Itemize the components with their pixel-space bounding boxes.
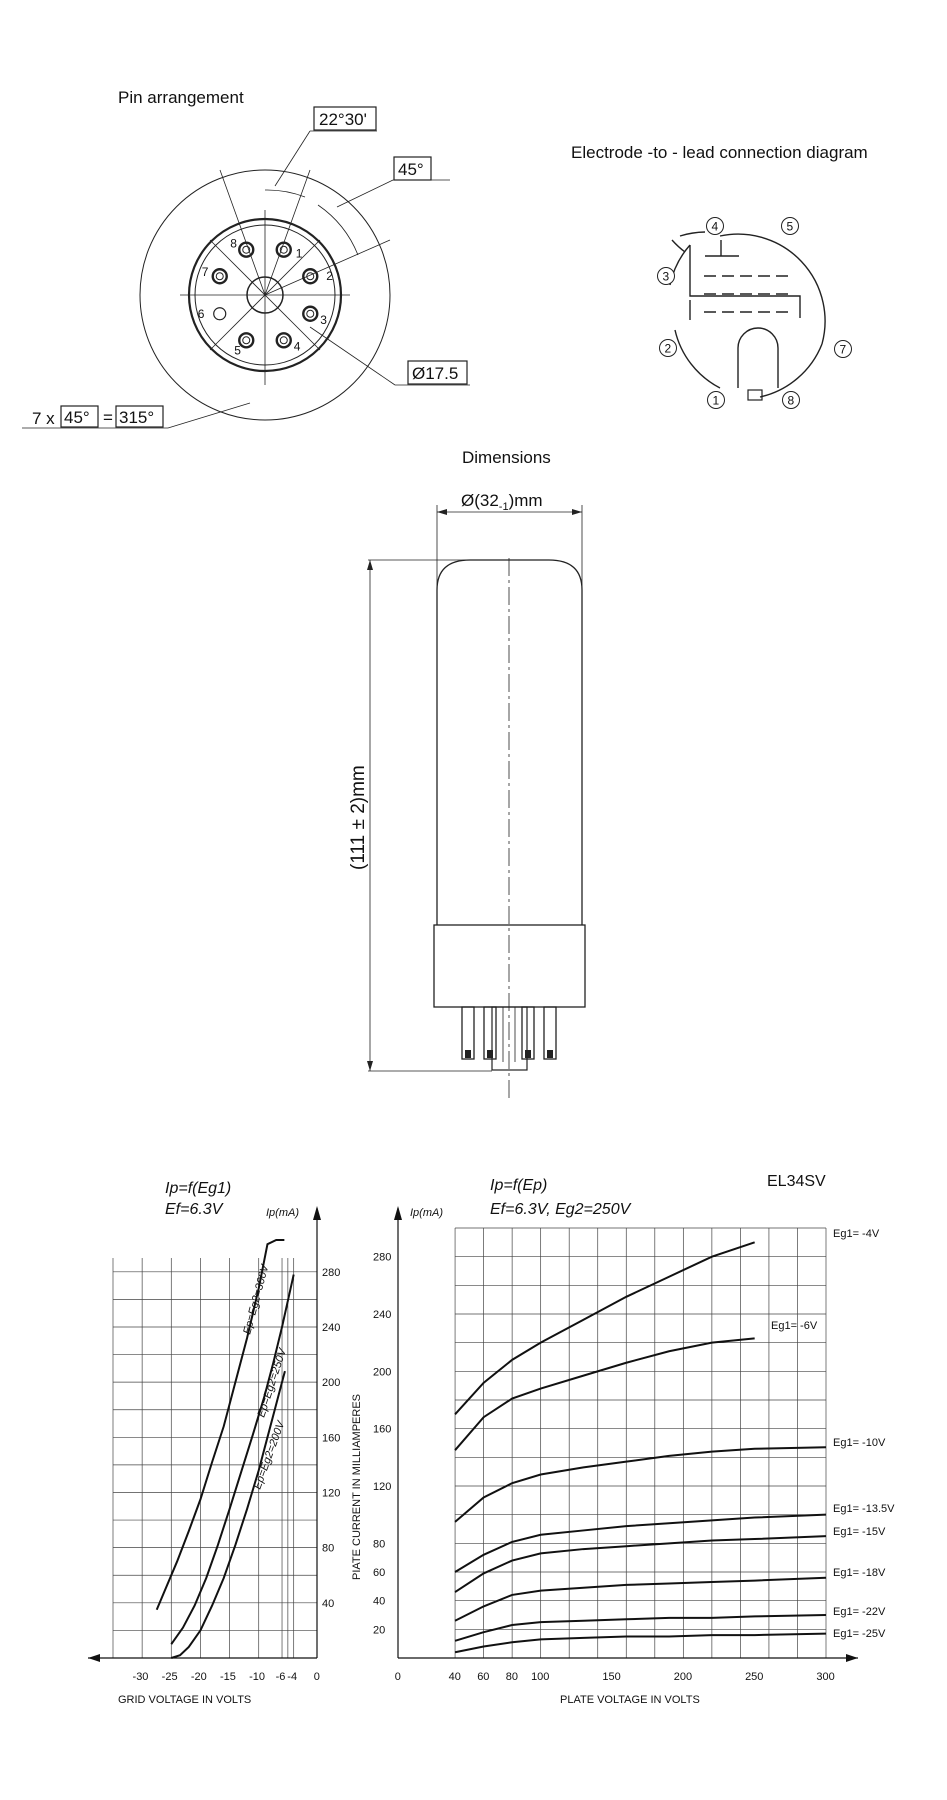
pin-labels: [198, 237, 334, 358]
grid-voltage-chart: [88, 1180, 340, 1706]
right-xlabel: PLATE VOLTAGE IN VOLTS: [560, 1694, 700, 1706]
electrode-title: Electrode -to - lead connection diagram: [571, 143, 868, 162]
electrode-pin-8: 8: [787, 393, 795, 408]
right-x-tick-250: 250: [745, 1671, 764, 1683]
right-y-tick-240: 240: [373, 1309, 392, 1321]
right-ylabel: PIATE CURRENT IN MILLIAMPERES: [351, 1393, 363, 1580]
right-curve-label-1: Eg1= -6V: [771, 1320, 818, 1332]
pin-hole: [239, 333, 253, 347]
left-x-tick--25: -25: [161, 1671, 178, 1683]
formula-45: 45°: [64, 408, 90, 427]
left-x-tick--10: -10: [249, 1671, 266, 1683]
right-curve-7: [455, 1634, 826, 1653]
left-curve-1: [171, 1275, 293, 1645]
pin-hole: [303, 269, 317, 283]
electrode-pin-3: 3: [662, 269, 670, 284]
right-y-tick-80: 80: [373, 1538, 386, 1551]
pin-label-1: 1: [295, 246, 303, 261]
pin-hole-inner: [307, 310, 314, 317]
formula-315: 315°: [119, 408, 155, 427]
height-dim: (111 ± 2)mm: [348, 765, 369, 870]
right-curve-5: [455, 1578, 826, 1621]
right-x-tick-60: 60: [477, 1671, 490, 1683]
right-y-tick-60: 60: [373, 1567, 386, 1579]
pin-hole: [214, 308, 226, 320]
right-curve-label-3: Eg1= -13.5V: [833, 1503, 895, 1515]
electrode-pin-2: 2: [664, 341, 672, 356]
right-y-unit: Ip(mA): [410, 1207, 443, 1219]
tube-pin-tip: [465, 1050, 471, 1058]
pin-label-7: 7: [201, 265, 209, 280]
tube-pin-tip: [547, 1050, 553, 1058]
left-y-tick-200: 200: [322, 1377, 341, 1390]
electrode-diagram: [571, 143, 868, 409]
left-y-tick-240: 240: [322, 1321, 341, 1334]
angle-22-30: 22°30': [319, 110, 367, 129]
left-x-tick-0: 0: [313, 1671, 320, 1683]
angle-45: 45°: [398, 160, 424, 179]
right-curve-0: [455, 1242, 755, 1414]
electrode-pin-7: 7: [839, 342, 847, 357]
left-curves: [157, 1240, 294, 1658]
electrode-pin-5: 5: [786, 219, 794, 234]
left-y-tick-40: 40: [322, 1597, 335, 1610]
right-y-tick-120: 120: [373, 1481, 392, 1493]
right-x-tick-200: 200: [673, 1671, 693, 1683]
pin-arrangement: [22, 88, 470, 428]
pin-label-3: 3: [320, 312, 327, 327]
right-conditions: Ef=6.3V, Eg2=250V: [490, 1201, 631, 1218]
right-y-tick-160: 160: [373, 1423, 392, 1436]
right-curve-label-7: Eg1= -25V: [833, 1628, 886, 1640]
left-y-tick-160: 160: [322, 1432, 341, 1445]
pin-arrangement-title: Pin arrangement: [118, 88, 244, 107]
right-y-tick-40: 40: [373, 1595, 386, 1608]
left-x-tick--4: -4: [287, 1671, 298, 1683]
right-curve-1: [455, 1338, 755, 1450]
left-curve-label-0: Ep=Eg2=300V: [241, 1263, 272, 1336]
left-curve-label-2: Ep=Eg2=200V: [251, 1419, 288, 1492]
left-y-tick-280: 280: [322, 1266, 341, 1279]
pin-hole-inner: [243, 337, 250, 344]
right-ticks: [373, 1252, 835, 1683]
right-curve-label-2: Eg1= -10V: [833, 1437, 886, 1449]
formula-eq: =: [103, 408, 113, 427]
left-x-tick--6: -6: [275, 1671, 286, 1683]
right-formula: Ip=f(Ep): [490, 1177, 548, 1194]
pin-label-4: 4: [293, 339, 301, 354]
pin-hole: [277, 333, 291, 347]
pin-label-2: 2: [326, 269, 333, 284]
left-curve-label-1: Ep=Eg2=250V: [255, 1347, 289, 1419]
right-y-tick-20: 20: [373, 1624, 386, 1637]
right-y-tick-200: 200: [373, 1366, 392, 1379]
right-curves: [455, 1228, 895, 1652]
left-xlabel: GRID VOLTAGE IN VOLTS: [118, 1694, 252, 1706]
right-x-tick-100: 100: [531, 1671, 550, 1683]
right-curve-label-5: Eg1= -18V: [833, 1567, 886, 1579]
left-grid: [88, 1206, 321, 1662]
electrode-pins: [658, 218, 852, 409]
left-curve-0: [157, 1240, 285, 1610]
left-x-tick--15: -15: [219, 1671, 236, 1683]
right-y-tick-280: 280: [373, 1251, 392, 1264]
left-y-unit: Ip(mA): [266, 1207, 299, 1219]
x-axis-arrow: [846, 1654, 858, 1662]
diameter-17-5: Ø17.5: [412, 364, 459, 383]
plate-voltage-chart: [351, 1173, 895, 1706]
left-y-tick-120: 120: [322, 1487, 341, 1500]
pin-hole: [239, 243, 253, 257]
pin-hole: [303, 307, 317, 321]
right-x-tick-300: 300: [816, 1671, 835, 1683]
right-curve-2: [455, 1447, 826, 1522]
right-grid: [394, 1206, 858, 1662]
left-y-tick-80: 80: [322, 1542, 335, 1555]
right-curve-label-0: Eg1= -4V: [833, 1228, 880, 1240]
right-curve-label-6: Eg1= -22V: [833, 1606, 886, 1618]
left-x-tick--30: -30: [132, 1671, 149, 1683]
left-x-tick--20: -20: [190, 1671, 207, 1683]
electrode-pin-4: 4: [711, 219, 719, 234]
pin-hole-inner: [216, 273, 223, 280]
electrode-pin-1: 1: [712, 393, 720, 408]
pin-hole: [213, 269, 227, 283]
pin-label-5: 5: [234, 343, 241, 358]
diameter-dim: $Ø(32_{-1})mm$: [461, 491, 543, 513]
formula-prefix: 7 x: [32, 409, 55, 428]
left-formula: Ip=f(Eg1): [165, 1180, 232, 1197]
right-x-tick-150: 150: [602, 1671, 621, 1683]
tube-pin-tip: [525, 1050, 531, 1058]
left-ticks: [133, 1267, 341, 1683]
model-name: EL34SV: [767, 1173, 826, 1190]
pin-label-8: 8: [230, 236, 237, 251]
right-curve-label-4: Eg1= -15V: [833, 1526, 886, 1538]
pin-hole: [277, 243, 291, 257]
right-x-tick-80: 80: [505, 1671, 518, 1683]
right-x-tick-0: 0: [394, 1671, 401, 1683]
left-heater: Ef=6.3V: [165, 1201, 223, 1218]
right-x-tick-40: 40: [448, 1671, 461, 1683]
y-axis-arrow: [394, 1206, 402, 1220]
tube-drawing: [348, 448, 585, 1100]
dimensions-title: Dimensions: [462, 448, 551, 467]
x-axis-arrow: [88, 1654, 100, 1662]
pin-label-6: 6: [197, 306, 205, 321]
pin-hole-inner: [280, 337, 287, 344]
y-axis-arrow: [313, 1206, 321, 1220]
